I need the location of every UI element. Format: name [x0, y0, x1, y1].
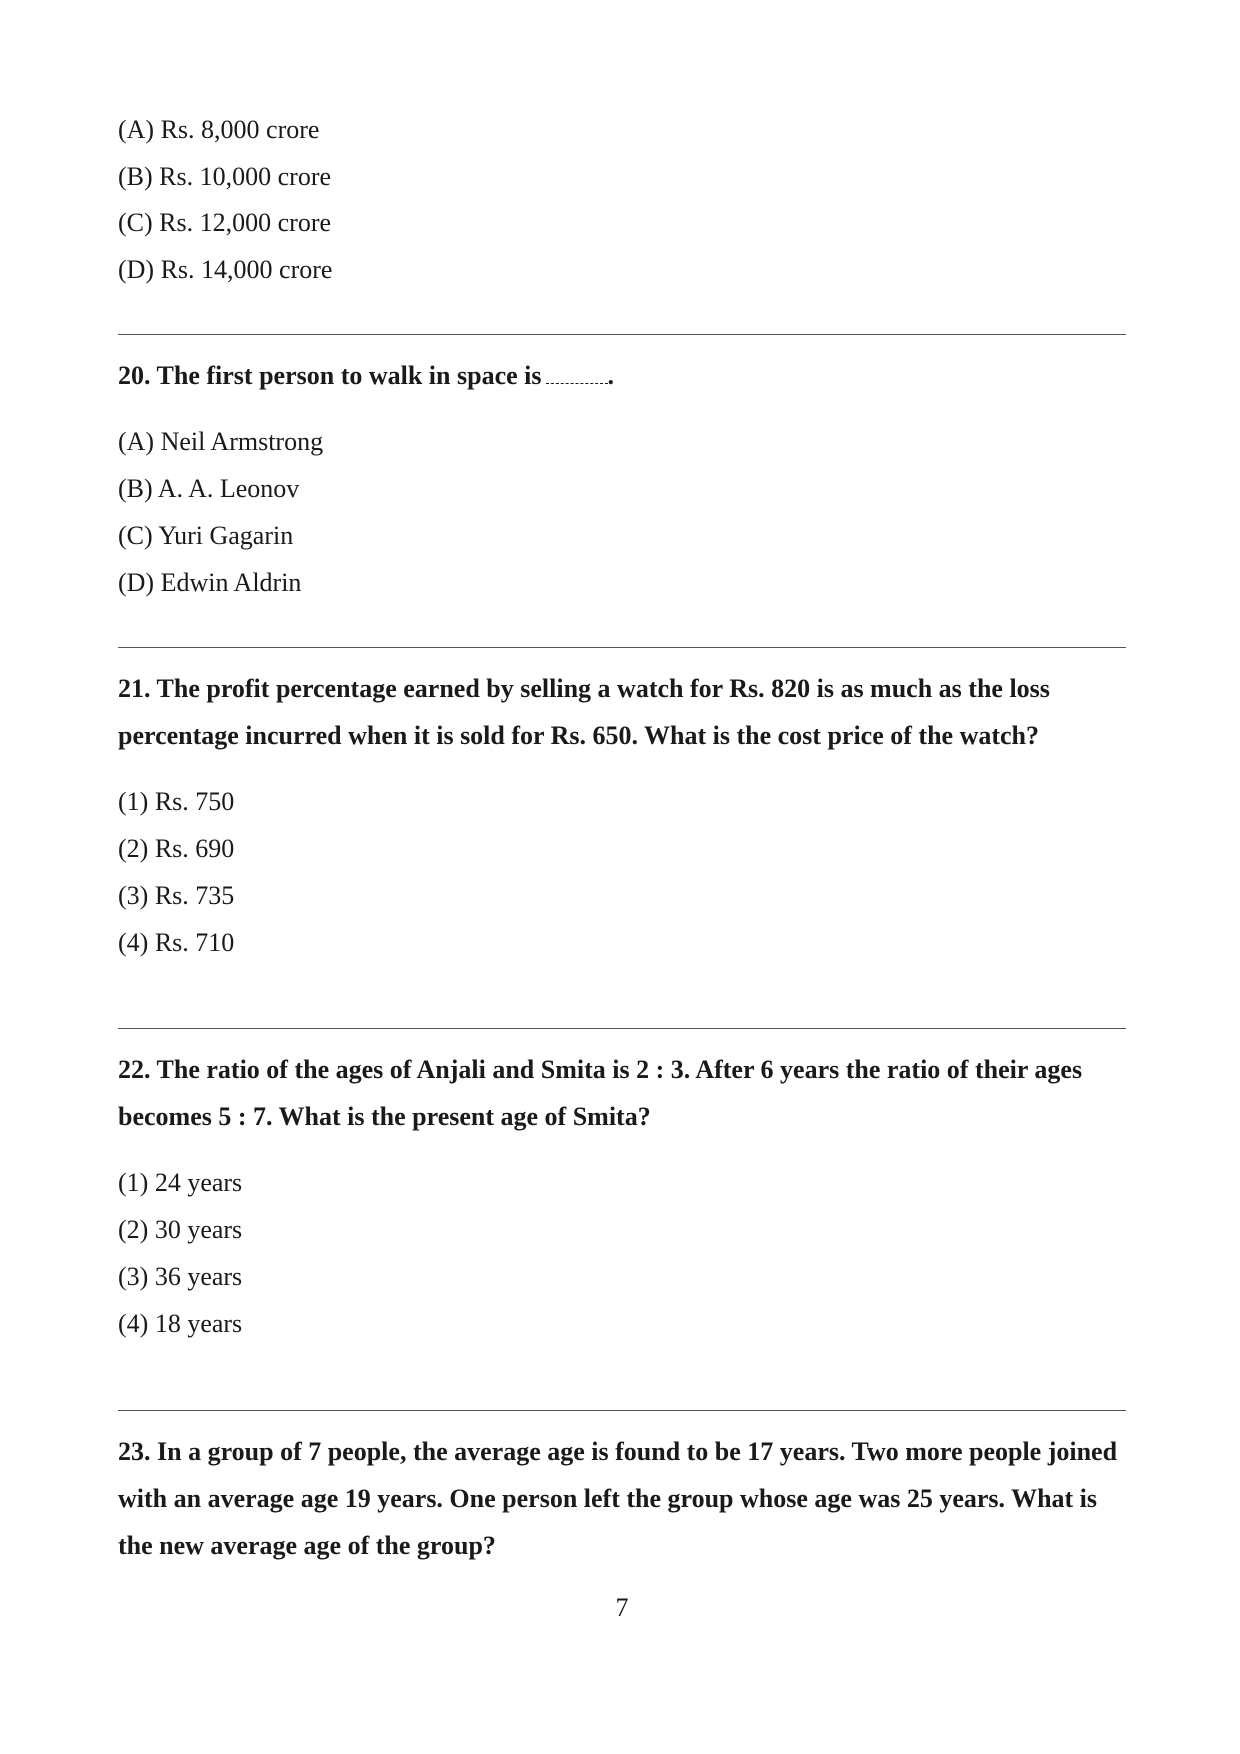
question-22: 22. The ratio of the ages of Anjali and Smita is 2 : 3. After 6 years the ratio of their ages becomes 5 : 7. What is the present age of Smita?: [118, 1055, 1083, 1131]
divider: [118, 1028, 1126, 1029]
q19-option-c: (C) Rs. 12,000 crore: [118, 208, 332, 237]
question-23: 23. In a group of 7 people, the average age is found to be 17 years. Two more people joined with an average age 19 years. One person left the group whose age was 25 years. What is the new average age of the group?: [118, 1437, 1118, 1560]
divider: [118, 1410, 1126, 1411]
q22-option-2: (2) 30 years: [118, 1215, 243, 1244]
q21-option-1: (1) Rs. 750: [118, 787, 235, 816]
q22-option-3: (3) 36 years: [118, 1262, 243, 1291]
q19-option-b: (B) Rs. 10,000 crore: [118, 162, 332, 191]
q21-option-4: (4) Rs. 710: [118, 928, 235, 957]
q21-option-3: (3) Rs. 735: [118, 881, 235, 910]
q19-option-a: (A) Rs. 8,000 crore: [118, 115, 320, 144]
q20-option-b: (B) A. A. Leonov: [118, 474, 300, 503]
divider: [118, 647, 1126, 648]
q22-option-4: (4) 18 years: [118, 1309, 243, 1338]
divider: [118, 334, 1126, 335]
question-20-text: 20. The first person to walk in space is: [118, 361, 542, 390]
q20-option-c: (C) Yuri Gagarin: [118, 521, 294, 550]
q20-option-d: (D) Edwin Aldrin: [118, 568, 302, 597]
question-20: [118, 352, 1128, 399]
exam-page: [118, 0, 1126, 1754]
q22-option-1: (1) 24 years: [118, 1168, 243, 1197]
page-number: 7: [615, 1593, 629, 1622]
q19-option-d: (D) Rs. 14,000 crore: [118, 255, 333, 284]
q20-option-a: (A) Neil Armstrong: [118, 427, 324, 456]
question-20-end: .: [607, 361, 614, 390]
answer-blank: [546, 365, 608, 384]
q21-option-2: (2) Rs. 690: [118, 834, 235, 863]
question-21: 21. The profit percentage earned by selling a watch for Rs. 820 is as much as the loss percentage incurred when it is sold for Rs. 650. What is the cost price of the watch?: [118, 674, 1050, 750]
